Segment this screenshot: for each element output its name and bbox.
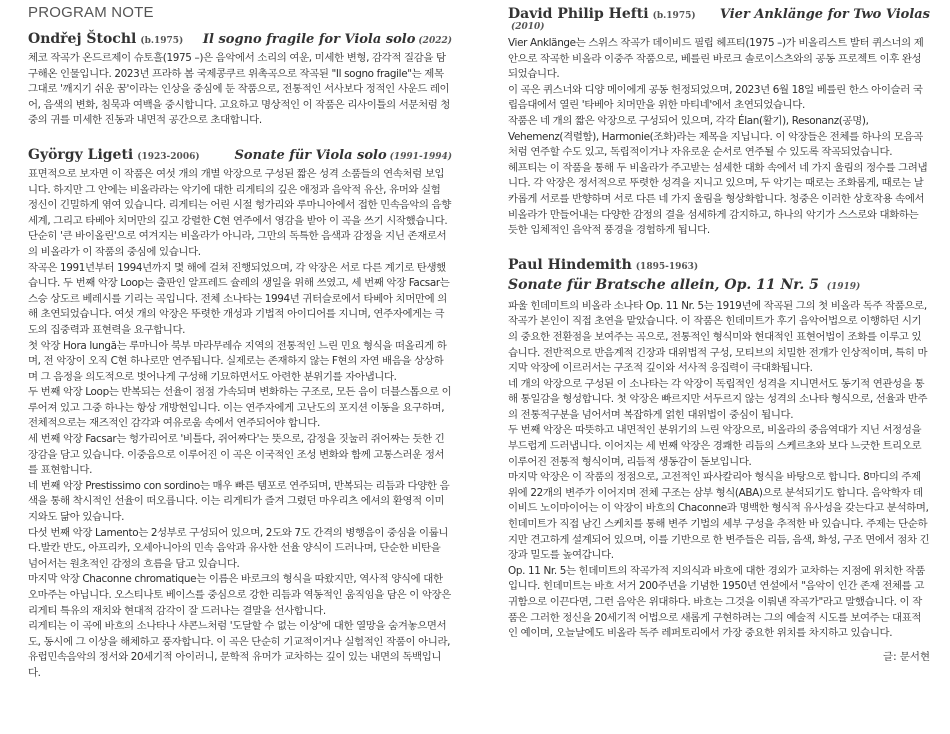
stochl-work-title: Il sogno fragile for Viola solo (202, 32, 416, 47)
author-credit: 글: 문서현 (883, 650, 930, 663)
stochl-work-year: (2022) (418, 36, 452, 46)
ligeti-composer: György Ligeti (28, 146, 134, 163)
ligeti-paragraph: 작곡은 1991년부터 1994년까지 몇 해에 걸쳐 진행되었으며, 각 악장은 서로 다른 계기로 탄생했습니다. 두 번째 악장 Loop는 출판인 알프레드 슐레의 생일을 위해 쓰였고, 세 번째 악장 Facsar는 스승 상도르 베레시를 기리는 곡입니다. 전체 소나타는 1994년 귀터슬로에서 타베아 치머만에 의해 초연되었습니다. 여섯 개의 악장은 뚜렷한 개성과 기법적 아이디어를 지니며, 연주자에게는 극도의 집중력과 표현력을 요구합니다. (28, 261, 450, 336)
hefti-work-year: (2010) (511, 22, 545, 32)
ligeti-paragraph: 네 번째 악장 Prestissimo con sordino는 매우 빠른 템포로 연주되며, 반복되는 리듬과 다양한 음색을 통해 착시적인 선율이 떠오릅니다. 이는 리게티가 즐겨 그렸던 마우리츠 에셔의 환영적 이미지와도 닮아 있습니다. (28, 479, 450, 524)
hefti-paragraph: Vier Anklänge는 스위스 작곡가 데이비드 필립 헤프티(1975 –)가 비올리스트 발터 퀴스너의 제안으로 작곡한 비올라 이중주 작품으로, 베를린 바로크 솔로이스츠와의 공동 프로젝트 이후 완성되었습니다. (508, 37, 924, 81)
hindemith-paragraph: 두 번째 악장은 따뜻하고 내면적인 분위기의 느린 악장으로, 비올라의 중음역대가 지닌 서정성을 부드럽게 드러냅니다. 이어지는 세 번째 악장은 경쾌한 리듬의 스케르초와 보다 느긋한 트리오로 이루어진 전통적 형식이며, 리듬적 생동감이 돋보입니다. (508, 424, 922, 468)
hefti-years: (b.1975) (652, 11, 696, 21)
hefti-section (508, 6, 930, 239)
stochl-section (28, 31, 452, 129)
ligeti-paragraph: 첫 악장 Hora lungă는 루마니아 북부 마라무레슈 지역의 전통적인 느린 민요 형식을 떠올리게 하며, 전 악장이 오직 C현 하나로만 연주됩니다. 실제로는 존재하지 않는 F현의 자연 배음을 상상하며 그 음정을 의도적으로 벗어나게 구성해 기묘하면서도 아련한 분위기를 자아냅니다. (28, 339, 447, 383)
ligeti-paragraph: 표면적으로 보자면 이 작품은 여섯 개의 개별 악장으로 구성된 짧은 성격 소품들의 연속처럼 보입니다. 하지만 그 안에는 비올라라는 악기에 대한 리게티의 깊은 애정과 음악적 유산, 유머와 실험 정신이 긴밀하게 엮여 있습니다. 리게티는 어린 시절 헝가리와 루마니아에서 접한 민속음악의 음향 세계, 그리고 타베아 치머만의 깊고 강렬한 C현 연주에서 영감을 받아 이 곡을 쓰기 시작했습니다. 단순히 '큰 바이올린'으로 여겨지는 비올라가 아니라, 그만의 독특한 음색과 감정을 지닌 존재로서의 비올라가 이 작품의 중심에 있습니다. (28, 167, 451, 258)
hindemith-title-row (508, 257, 930, 273)
hindemith-paragraph: 네 개의 악장으로 구성된 이 소나타는 각 악장이 독립적인 성격을 지니면서도 동기적 연관성을 통해 통일감을 형성합니다. 첫 악장은 빠르지만 서두르지 않는 성격의 소나타 형식으로, 선율과 반주의 전통적구분을 넘어서며 복잡하게 얽힌 대위법이 중심이 됩니다. (508, 377, 928, 421)
right-column (508, 0, 930, 681)
ligeti-paragraph: 마지막 악장 Chaconne chromatique는 이름은 바로크의 형식을 따왔지만, 역사적 양식에 대한 오마주는 아닙니다. 오스티나토 베이스를 중심으로 강한 리듬과 역동적인 움직임을 담은 이 악장은 리게티 특유의 재치와 현대적 감각이 잘 드러나는 결말을 선사합니다. (28, 573, 451, 617)
hefti-composer: David Philip Hefti (508, 6, 649, 22)
ligeti-paragraph: 리게티는 이 곡에 바흐의 소나타나 샤콘느처럼 '도달할 수 없는 이상'에 대한 열망을 숨겨놓으면서도, 동시에 그 이상을 해체하고 풍자합니다. 이 곡은 단순히 기교적이거나 실험적인 작품이 아니라, 유럽민속음악의 정서와 20세기적 아이러니, 문학적 유머가 교차하는 깊이 있는 내면의 독백입니다. (28, 620, 451, 679)
hefti-paragraph: 작품은 네 개의 짧은 악장으로 구성되어 있으며, 각각 Élan(활기), Resonanz(공명), Vehemenz(격렬함), Harmonie(조화)라는 제목을 지닙니다. 이 악장들은 전체를 하나의 모음곡처럼 연주할 수도 있고, 독립적이거나 자유로운 순서로 연주될 수 있도록 작곡되었습니다. (508, 114, 923, 159)
ligeti-title-row (28, 147, 452, 163)
stochl-paragraph: 체코 작곡가 온드르제이 슈토흘(1975 –)은 음악에서 소리의 여운, 미세한 변형, 감각적 질감을 탐구해온 인물입니다. 2023년 프라하 봄 국제콩쿠르 위촉곡으로 작곡된 "Il sogno fragile"는 제목 그대로 '깨지기 쉬운 꿈'이라는 인상을 중심에 둔 작품으로, 전통적인 서사보다 정적인 사운드 레이어, 음색의 변화, 침묵과 여백을 중시합니다. 고요하고 명상적인 이 작품은 리사이틀의 서문처럼 청중의 귀를 미세한 진동과 내면적 공간으로 초대합니다. (28, 52, 451, 127)
hindemith-paragraph: 마지막 악장은 이 작품의 정점으로, 고전적인 파사칼리아 형식을 바탕으로 합니다. 8마디의 주제 위에 22개의 변주가 이어지며 전체 구조는 삼부 형식(ABA)으로 분석되기도 합니다. 음악학자 데이비드 노이마이어는 이 악장이 바흐의 Chaconne과 명백한 형식적 유사성을 갖는다고 분석하며, 힌데미트가 직접 남긴 스케치를 통해 변주 기법의 세부 구성을 추적한 바 있습니다. 주제는 단순하지만 견고하게 설계되어 있으며, 이를 기반으로 한 변주들은 리듬, 음색, 화성, 구조 면에서 점차 긴장과 밀도를 높여갑니다. (508, 471, 930, 562)
hindemith-composer: Paul Hindemith (508, 256, 632, 273)
ligeti-years: (1923-2006) (137, 151, 200, 162)
hindemith-work-line (508, 277, 930, 293)
hindemith-years: (1895-1963) (635, 261, 699, 272)
hindemith-work-title: Sonate für Bratsche allein, Op. 11 Nr. 5 (508, 276, 819, 293)
ligeti-paragraph: 두 번째 악장 Loop는 반복되는 선율이 점점 가속되며 변화하는 구조로, 모든 음이 더블스톱으로 이루어져 있고 그중 하나는 항상 개방현입니다. 이는 연주자에게 고난도의 포지션 이동을 요구하며, 전체적으로는 재즈적인 감각과 여유로움 속에서 연주되어야 합니다. (28, 386, 452, 430)
page-header: PROGRAM NOTE (28, 4, 154, 21)
hefti-paragraph: 이 곡은 퀴스너와 디양 메이에게 공동 헌정되었으며, 2023년 6월 18일 베를린 한스 아이슬러 국립음대에서 열린 '타베아 치머만을 위한 마티네'에서 초연되었습니다. (508, 83, 923, 112)
stochl-title-row (28, 31, 452, 47)
ligeti-work-year: (1991-1994) (389, 151, 452, 162)
left-column (28, 0, 452, 700)
stochl-years: (b.1975) (140, 36, 184, 46)
hefti-paragraph: 헤프티는 이 작품을 통해 두 비올라가 주고받는 섬세한 대화 속에서 네 가지 울림의 정수를 그려냅니다. 각 악장은 정서적으로 뚜렷한 성격을 지니고 있으며, 두 악기는 때로는 조화롭게, 때로는 날카롭게 서로를 반향하며 서로 다른 네 가지 울림을 형상화합니다. 청중은 이러한 상호작용 속에서 비올라가 만들어내는 다양한 감정의 결을 섬세하게 감지하고, 하나의 악기가 스스로와 대화하는 듯한 입체적인 음악적 풍경을 경험하게 됩니다. (508, 161, 928, 237)
hindemith-paragraph: 파울 힌데미트의 비올라 소나타 Op. 11 Nr. 5는 1919년에 작곡된 그의 첫 비올라 독주 작품으로, 작곡가 본인이 직접 초연을 맡았습니다. 이 작품은 힌데미트가 후기 음악어법으로 이행하던 시기의 중요한 전환점을 보여주는 곡으로, 전통적인 형식미와 현대적인 표현어법이 조화를 이루고 있습니다. 전반적으로 반음계적 긴장과 대위법적 구성, 모티브의 치밀한 전개가 인상적이며, 특히 마지막 악장에 이르러서는 구조적 깊이와 서사적 응집력이 극대화됩니다. (508, 299, 928, 375)
hindemith-work-year: (1919) (826, 281, 861, 292)
hindemith-section (508, 257, 930, 663)
hefti-work-title: Vier Anklänge for Two Violas (719, 7, 930, 22)
ligeti-work-title: Sonate für Viola solo (234, 147, 387, 163)
stochl-composer: Ondřej Štochl (28, 31, 137, 47)
ligeti-paragraph: 다섯 번째 악장 Lamento는 2성부로 구성되어 있으며, 2도와 7도 간격의 병행음이 중심을 이룹니다.발칸 반도, 아프리카, 오세아니아의 민속 음악과 유사한 선율 양식이 드러나며, 단순한 비탄을 넘어서는 원초적인 감정의 흐름을 담고 있습니다. (28, 526, 449, 570)
hindemith-paragraph: Op. 11 Nr. 5는 힌데미트의 작곡가적 지의식과 바흐에 대한 경외가 교차하는 지점에 위치한 작품입니다. 힌데미트는 바흐 서거 200주년을 기념한 1950년 연설에서 "음악이 인간 존재 전체를 고귀함으로 이끈다면, 그런 음악은 위대하다. 바흐는 그것을 이뤄낸 작곡가"라고 말했습니다. 이 작품은 그러한 정신을 20세기적 어법으로 새롭게 구현하려는 그의 예술적 시도를 보여주는 대표적인 예이며, 오늘날에도 비올라 독주 레퍼토리에서 가장 중요한 위치를 차지하고 있습니다. (508, 564, 925, 640)
hefti-title-row (508, 6, 930, 32)
ligeti-section (28, 147, 452, 682)
ligeti-paragraph: 세 번째 악장 Facsar는 헝가리어로 '비틀다, 쥐어짜다'는 뜻으로, 감정을 짓눌러 쥐어짜는 듯한 긴장감을 담고 있습니다. 이중음으로 이루어진 이 곡은 이국적인 조성 변화와 함께 고통스러운 정서를 표현합니다. (28, 433, 445, 477)
